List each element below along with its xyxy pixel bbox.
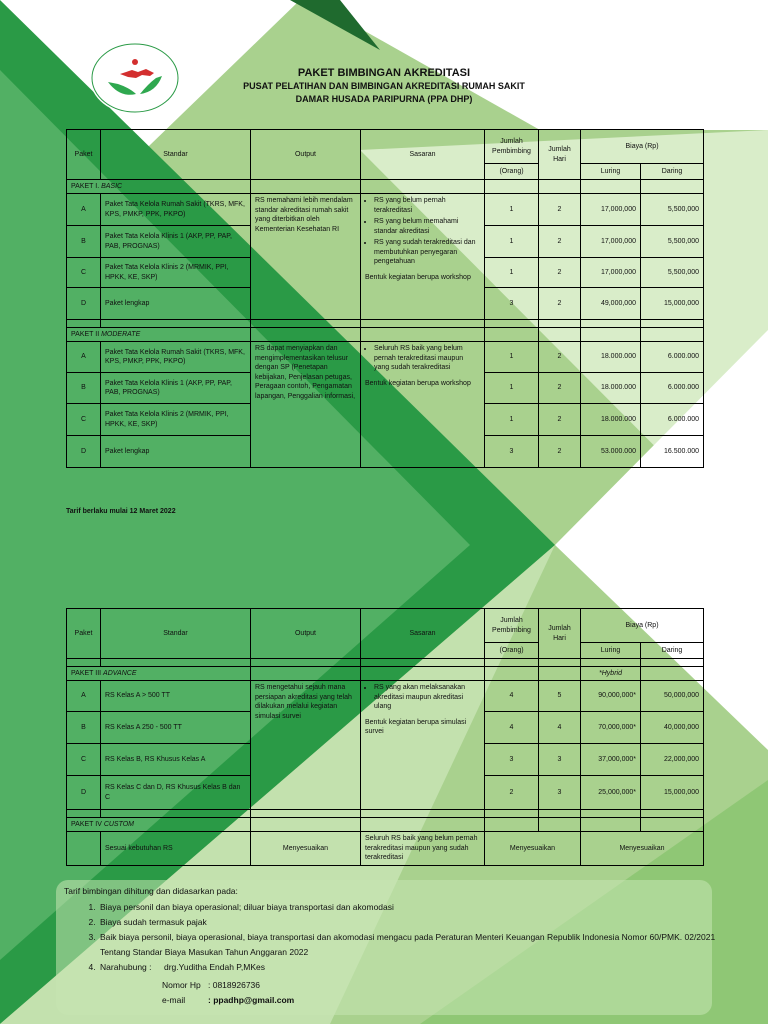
table-row: D RS Kelas C dan D, RS Khusus Kelas B dan C 2 3 25,000,000* 15,000,000	[67, 776, 704, 810]
footer-list	[64, 900, 718, 975]
email-value[interactable]: : ppadhp@gmail.com	[208, 995, 295, 1005]
table-advance-custom	[66, 608, 704, 866]
narahubung-value: drg.Yuditha Endah P,MKes	[164, 962, 265, 972]
col-output: Output	[251, 130, 361, 180]
narahubung-label: 4. Narahubung :	[100, 962, 152, 972]
table-row: B Paket Tata Kelola Klinis 1 (AKP, PP, PAP, PAB, PROGNAS) 1 2 18.000.000 6.000.000	[67, 373, 704, 404]
table-row: C RS Kelas B, RS Khusus Kelas A 3 3 37,000,000* 22,000,000	[67, 744, 704, 776]
custom-standar: Sesuai kebutuhan RS	[101, 832, 251, 866]
table-row: A Paket Tata Kelola Rumah Sakit (TKRS, MFK, KPS, PMKP, PPK, PKPO) RS dapat menyiapkan dan mengimplementasikan telusur dengan SP (Penetapan kebijakan, Penjelasan petugas, Peragaan contoh, Pengamatan lapangan, Penggalian informasi, • Seluruh RS baik yang belum pernah terakreditasi maupun yang sudah terakreditasi Bentuk kegiatan berupa workshop 1 2 18.000.000 6.000.000	[67, 342, 704, 373]
hybrid-note: *Hybrid	[581, 667, 641, 681]
table-row: C Paket Tata Kelola Klinis 2 (MRMIK, PPI, HPKK, KE, SKP) 1 2 18.000.000 6.000.000	[67, 404, 704, 436]
list-item: 1. Biaya personil dan biaya operasional; diluar biaya transportasi dan akomodasi	[98, 900, 718, 915]
custom-biaya: Menyesuaikan	[581, 832, 704, 866]
footer-intro: Tarif bimbingan dihitung dan didasarkan pada:	[64, 886, 238, 896]
footer-notes	[56, 880, 716, 1015]
header-line-3: DAMAR HUSADA PARIPURNA (PPA DHP)	[295, 94, 473, 104]
section-advance: PAKET III ADVANCE	[67, 667, 251, 681]
hp-label: Nomor Hp	[162, 980, 201, 990]
col-paket: Paket	[67, 130, 101, 180]
col-sasaran: Sasaran	[361, 130, 485, 180]
col-jumlah-hari: Jumlah Hari	[539, 609, 581, 659]
page-title: PAKET BIMBINGAN AKREDITASI	[297, 67, 471, 79]
section-basic: PAKET I. BASIC	[67, 180, 251, 194]
advance-sasaran: • RS yang akan melaksanakan akreditasi maupun akreditasi ulang Bentuk kegiatan berupa simulasi survei	[361, 681, 485, 810]
table-row: D Paket lengkap 3 2 49,000,000 15,000,000	[67, 288, 704, 320]
custom-sasaran: Seluruh RS baik yang belum pernah terakreditasi maupun yang sudah terakreditasi	[361, 832, 485, 866]
table-row	[67, 832, 704, 866]
section-moderate: PAKET II MODERATE	[67, 328, 251, 342]
header-line-2: PUSAT PELATIHAN DAN BIMBINGAN AKREDITASI RUMAH SAKIT	[243, 81, 525, 91]
col-paket: Paket	[67, 609, 101, 659]
list-item: 3. Baik biaya personil, biaya operasional, biaya transportasi dan akomodasi mengacu pada Peraturan Menteri Keuangan Republik Indonesia Nomor 60/PMK. 02/2021 Tentang Standar Biaya Masukan Tahun Anggaran 2022	[98, 930, 718, 960]
table-row: A RS Kelas A > 500 TT RS mengetahui sejauh mana persiapan akreditasi yang telah dilakukan melalui kegiatan simulasi survei • RS yang akan melaksanakan akreditasi maupun akreditasi ulang Bentuk kegiatan berupa simulasi survei 4 5 90,000,000* 50,000,000	[67, 681, 704, 712]
table-row: B Paket Tata Kelola Klinis 1 (AKP, PP, PAP, PAB, PROGNAS) 1 2 17,000,000 5,500,000	[67, 226, 704, 258]
list-item-contact	[98, 960, 718, 975]
table-row: A Paket Tata Kelola Rumah Sakit (TKRS, MFK, KPS, PMKP, PPK, PKPO) RS memahami lebih mendalam standar akreditasi rumah sakit yang diterbitkan oleh Kementerian Kesehatan RI • RS yang belum pernah terakreditasi • RS yang belum memahami standar akreditasi • RS yang sudah terakreditasi dan membutuhkan penyegaran pengetahuan Bentuk kegiatan berupa workshop 1 2 17,000,000 5,500,000	[67, 194, 704, 226]
col-sasaran: Sasaran	[361, 609, 485, 659]
page-header	[200, 66, 568, 106]
section-custom: PAKET IV CUSTOM	[67, 818, 251, 832]
basic-sasaran: • RS yang belum pernah terakreditasi • RS yang belum memahami standar akreditasi • RS yang sudah terakreditasi dan membutuhkan penyegaran pengetahuan Bentuk kegiatan berupa workshop	[361, 194, 485, 320]
basic-output: RS memahami lebih mendalam standar akreditasi rumah sakit yang diterbitkan oleh Kementerian Kesehatan RI	[251, 194, 361, 320]
table-row: D Paket lengkap 3 2 53.000.000 16.500.000	[67, 436, 704, 468]
table-row: C Paket Tata Kelola Klinis 2 (MRMIK, PPI, HPKK, KE, SKP) 1 2 17,000,000 5,500,000	[67, 258, 704, 288]
hp-value: : 0818926736	[208, 980, 260, 990]
logo-icon	[90, 42, 180, 114]
col-biaya: Biaya (Rp)	[581, 130, 704, 164]
moderate-sasaran: • Seluruh RS baik yang belum pernah terakreditasi maupun yang sudah terakreditasi Bentuk kegiatan berupa workshop	[361, 342, 485, 468]
col-orang: (Orang)	[485, 643, 539, 659]
col-jumlah-hari: Jumlah Hari	[539, 130, 581, 180]
contact-block	[100, 960, 718, 975]
table-basic-moderate	[66, 129, 704, 468]
moderate-output: RS dapat menyiapkan dan mengimplementasikan telusur dengan SP (Penetapan kebijakan, Penjelasan petugas, Peragaan contoh, Pengamatan lapangan, Penggalian informasi,	[251, 342, 361, 468]
list-item: 2. Biaya sudah termasuk pajak	[98, 915, 718, 930]
col-daring: Daring	[641, 164, 704, 180]
col-daring: Daring	[641, 643, 704, 659]
col-standar: Standar	[101, 130, 251, 180]
col-biaya: Biaya (Rp)	[581, 609, 704, 643]
col-luring: Luring	[581, 164, 641, 180]
yayasan-logo	[90, 42, 180, 114]
tarif-note: Tarif berlaku mulai 12 Maret 2022	[66, 508, 176, 515]
advance-output: RS mengetahui sejauh mana persiapan akreditasi yang telah dilakukan melalui kegiatan simulasi survei	[251, 681, 361, 810]
table-row: B RS Kelas A 250 - 500 TT 4 4 70,000,000* 40,000,000	[67, 712, 704, 744]
col-orang: (Orang)	[485, 164, 539, 180]
col-standar: Standar	[101, 609, 251, 659]
contact-details	[162, 978, 368, 1008]
col-luring: Luring	[581, 643, 641, 659]
custom-pembimbing-hari: Menyesuaikan	[485, 832, 581, 866]
custom-output: Menyesuaikan	[251, 832, 361, 866]
col-output: Output	[251, 609, 361, 659]
col-jumlah-pembimbing: Jumlah Pembimbing	[485, 130, 539, 164]
col-jumlah-pembimbing: Jumlah Pembimbing	[485, 609, 539, 643]
email-label: e-mail	[162, 995, 186, 1005]
